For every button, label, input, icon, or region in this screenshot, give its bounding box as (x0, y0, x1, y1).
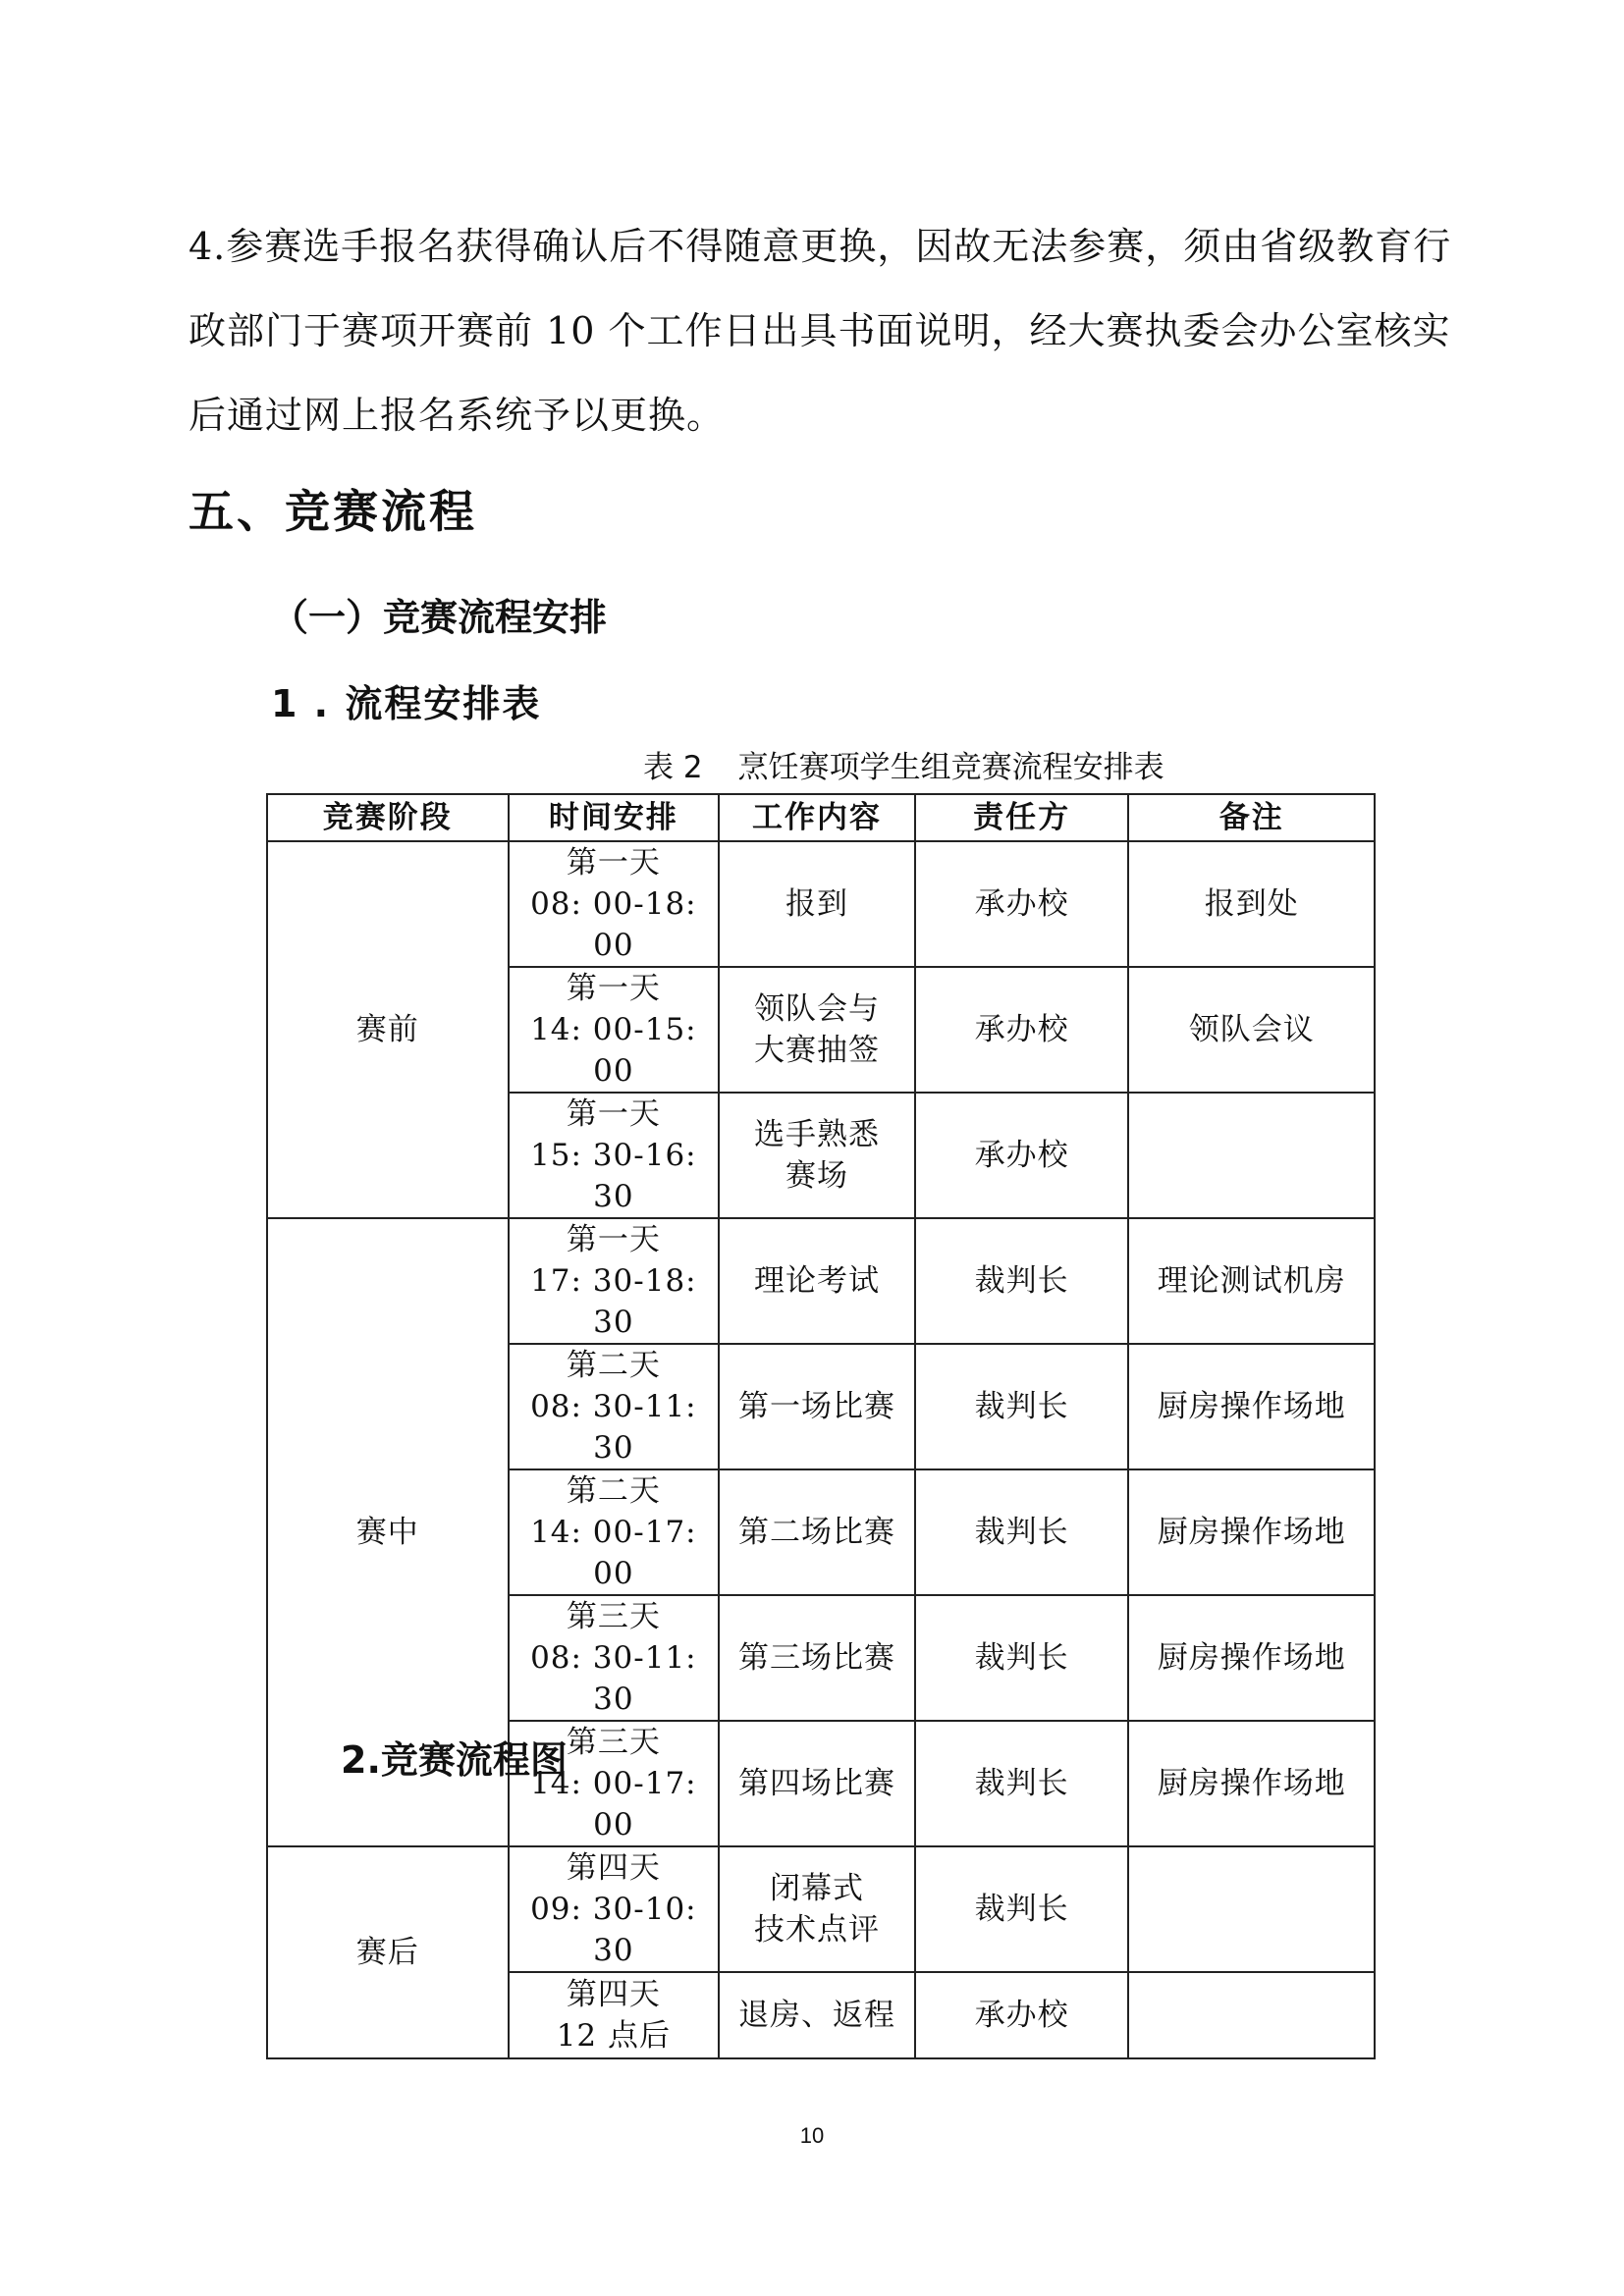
content-cell (719, 1344, 915, 1469)
table-row (267, 1218, 1375, 1344)
section-title: 五、竞赛流程 (189, 485, 477, 538)
stage-cell: 赛中 (267, 1218, 509, 1846)
owner-cell: 裁判长 (915, 1595, 1129, 1721)
time-cell (509, 1972, 720, 2058)
stage-cell: 赛前 (267, 841, 509, 1218)
day-text: 第四天 (566, 1977, 661, 2012)
item-title: 1 . 流程安排表 (271, 682, 542, 725)
content-cell (719, 1093, 915, 1218)
time-cell (509, 1595, 720, 1721)
day-text: 第一天 (566, 845, 661, 881)
note-cell: 厨房操作场地 (1128, 1721, 1375, 1846)
time-text: 12 点后 (556, 2018, 671, 2054)
owner-cell: 裁判长 (915, 1721, 1129, 1846)
content-text: 理论考试 (754, 1263, 881, 1299)
day-text: 第一天 (566, 971, 661, 1006)
note-cell (1128, 1972, 1375, 2058)
content-cell (719, 967, 915, 1093)
content-cell (719, 1218, 915, 1344)
schedule-table (266, 793, 1376, 2059)
subsection-title: （一）竞赛流程安排 (271, 596, 608, 639)
note-cell (1128, 1093, 1375, 1218)
day-text: 第一天 (566, 1222, 661, 1257)
content-text: 第一场比赛 (738, 1389, 896, 1424)
content-cell (719, 1595, 915, 1721)
content-text: 选手熟悉 (754, 1117, 881, 1152)
time-cell (509, 841, 720, 967)
content-text: 第四场比赛 (738, 1766, 896, 1801)
time-text: 08: 00-18: 00 (530, 886, 697, 963)
time-text: 14: 00-17: 00 (530, 1766, 697, 1842)
paragraph-line-1: 4.参赛选手报名获得确认后不得随意更换，因故无法参赛，须由省级教育行 (189, 225, 1452, 268)
time-text: 14: 00-15: 00 (530, 1012, 697, 1089)
content-cell (719, 1972, 915, 2058)
table-caption (643, 742, 1164, 786)
time-cell (509, 1093, 720, 1218)
note-cell: 厨房操作场地 (1128, 1344, 1375, 1469)
content-text: 领队会与 (754, 991, 881, 1027)
content-text: 技术点评 (754, 1912, 881, 1948)
content-cell (719, 841, 915, 967)
time-text: 17: 30-18: 30 (530, 1263, 697, 1340)
content-cell (719, 1469, 915, 1595)
paragraph-line-3: 后通过网上报名系统予以更换。 (189, 394, 726, 437)
owner-cell: 裁判长 (915, 1846, 1129, 1972)
table-row (267, 1846, 1375, 1972)
owner-cell: 承办校 (915, 841, 1129, 967)
owner-cell: 承办校 (915, 1972, 1129, 2058)
day-text: 第三天 (566, 1725, 661, 1760)
time-cell (509, 1218, 720, 1344)
time-text: 08: 30-11: 30 (530, 1389, 697, 1466)
day-text: 第一天 (566, 1096, 661, 1132)
table-row (267, 841, 1375, 967)
note-cell: 报到处 (1128, 841, 1375, 967)
day-text: 第二天 (566, 1348, 661, 1383)
note-cell: 领队会议 (1128, 967, 1375, 1093)
header-stage: 竞赛阶段 (267, 794, 509, 841)
day-text: 第四天 (566, 1850, 661, 1886)
page-number: 10 (799, 2123, 825, 2148)
owner-cell: 裁判长 (915, 1469, 1129, 1595)
content-text: 闭幕式 (770, 1871, 865, 1906)
header-note: 备注 (1128, 794, 1375, 841)
owner-cell: 承办校 (915, 967, 1129, 1093)
owner-cell: 承办校 (915, 1093, 1129, 1218)
time-text: 08: 30-11: 30 (530, 1640, 697, 1717)
time-text: 09: 30-10: 30 (530, 1892, 697, 1968)
content-cell (719, 1721, 915, 1846)
time-cell (509, 967, 720, 1093)
owner-cell: 裁判长 (915, 1344, 1129, 1469)
content-text: 赛场 (785, 1158, 849, 1194)
table-caption-title: 烹饪赛项学生组竞赛流程安排表 (737, 750, 1164, 785)
content-text: 报到 (785, 886, 849, 922)
header-time: 时间安排 (509, 794, 720, 841)
note-cell (1128, 1846, 1375, 1972)
time-cell (509, 1344, 720, 1469)
note-cell: 理论测试机房 (1128, 1218, 1375, 1344)
content-text: 第二场比赛 (738, 1515, 896, 1550)
content-text: 第三场比赛 (738, 1640, 896, 1676)
content-text: 大赛抽签 (754, 1033, 881, 1068)
note-cell: 厨房操作场地 (1128, 1595, 1375, 1721)
header-owner: 责任方 (915, 794, 1129, 841)
table-header-row (267, 794, 1375, 841)
paragraph-line-2: 政部门于赛项开赛前 10 个工作日出具书面说明，经大赛执委会办公室核实 (189, 309, 1451, 352)
time-cell (509, 1469, 720, 1595)
stage-cell: 赛后 (267, 1846, 509, 2058)
note-cell: 厨房操作场地 (1128, 1469, 1375, 1595)
flow-chart-title: 2.竞赛流程图 (341, 1738, 568, 1782)
content-cell (719, 1846, 915, 1972)
table-body (267, 841, 1375, 2058)
header-content: 工作内容 (719, 794, 915, 841)
table-caption-number: 表 2 (643, 750, 703, 785)
owner-cell: 裁判长 (915, 1218, 1129, 1344)
time-text: 15: 30-16: 30 (530, 1138, 697, 1214)
time-cell (509, 1846, 720, 1972)
day-text: 第二天 (566, 1473, 661, 1509)
time-text: 14: 00-17: 00 (530, 1515, 697, 1591)
content-text: 退房、返程 (738, 1998, 896, 2033)
day-text: 第三天 (566, 1599, 661, 1634)
